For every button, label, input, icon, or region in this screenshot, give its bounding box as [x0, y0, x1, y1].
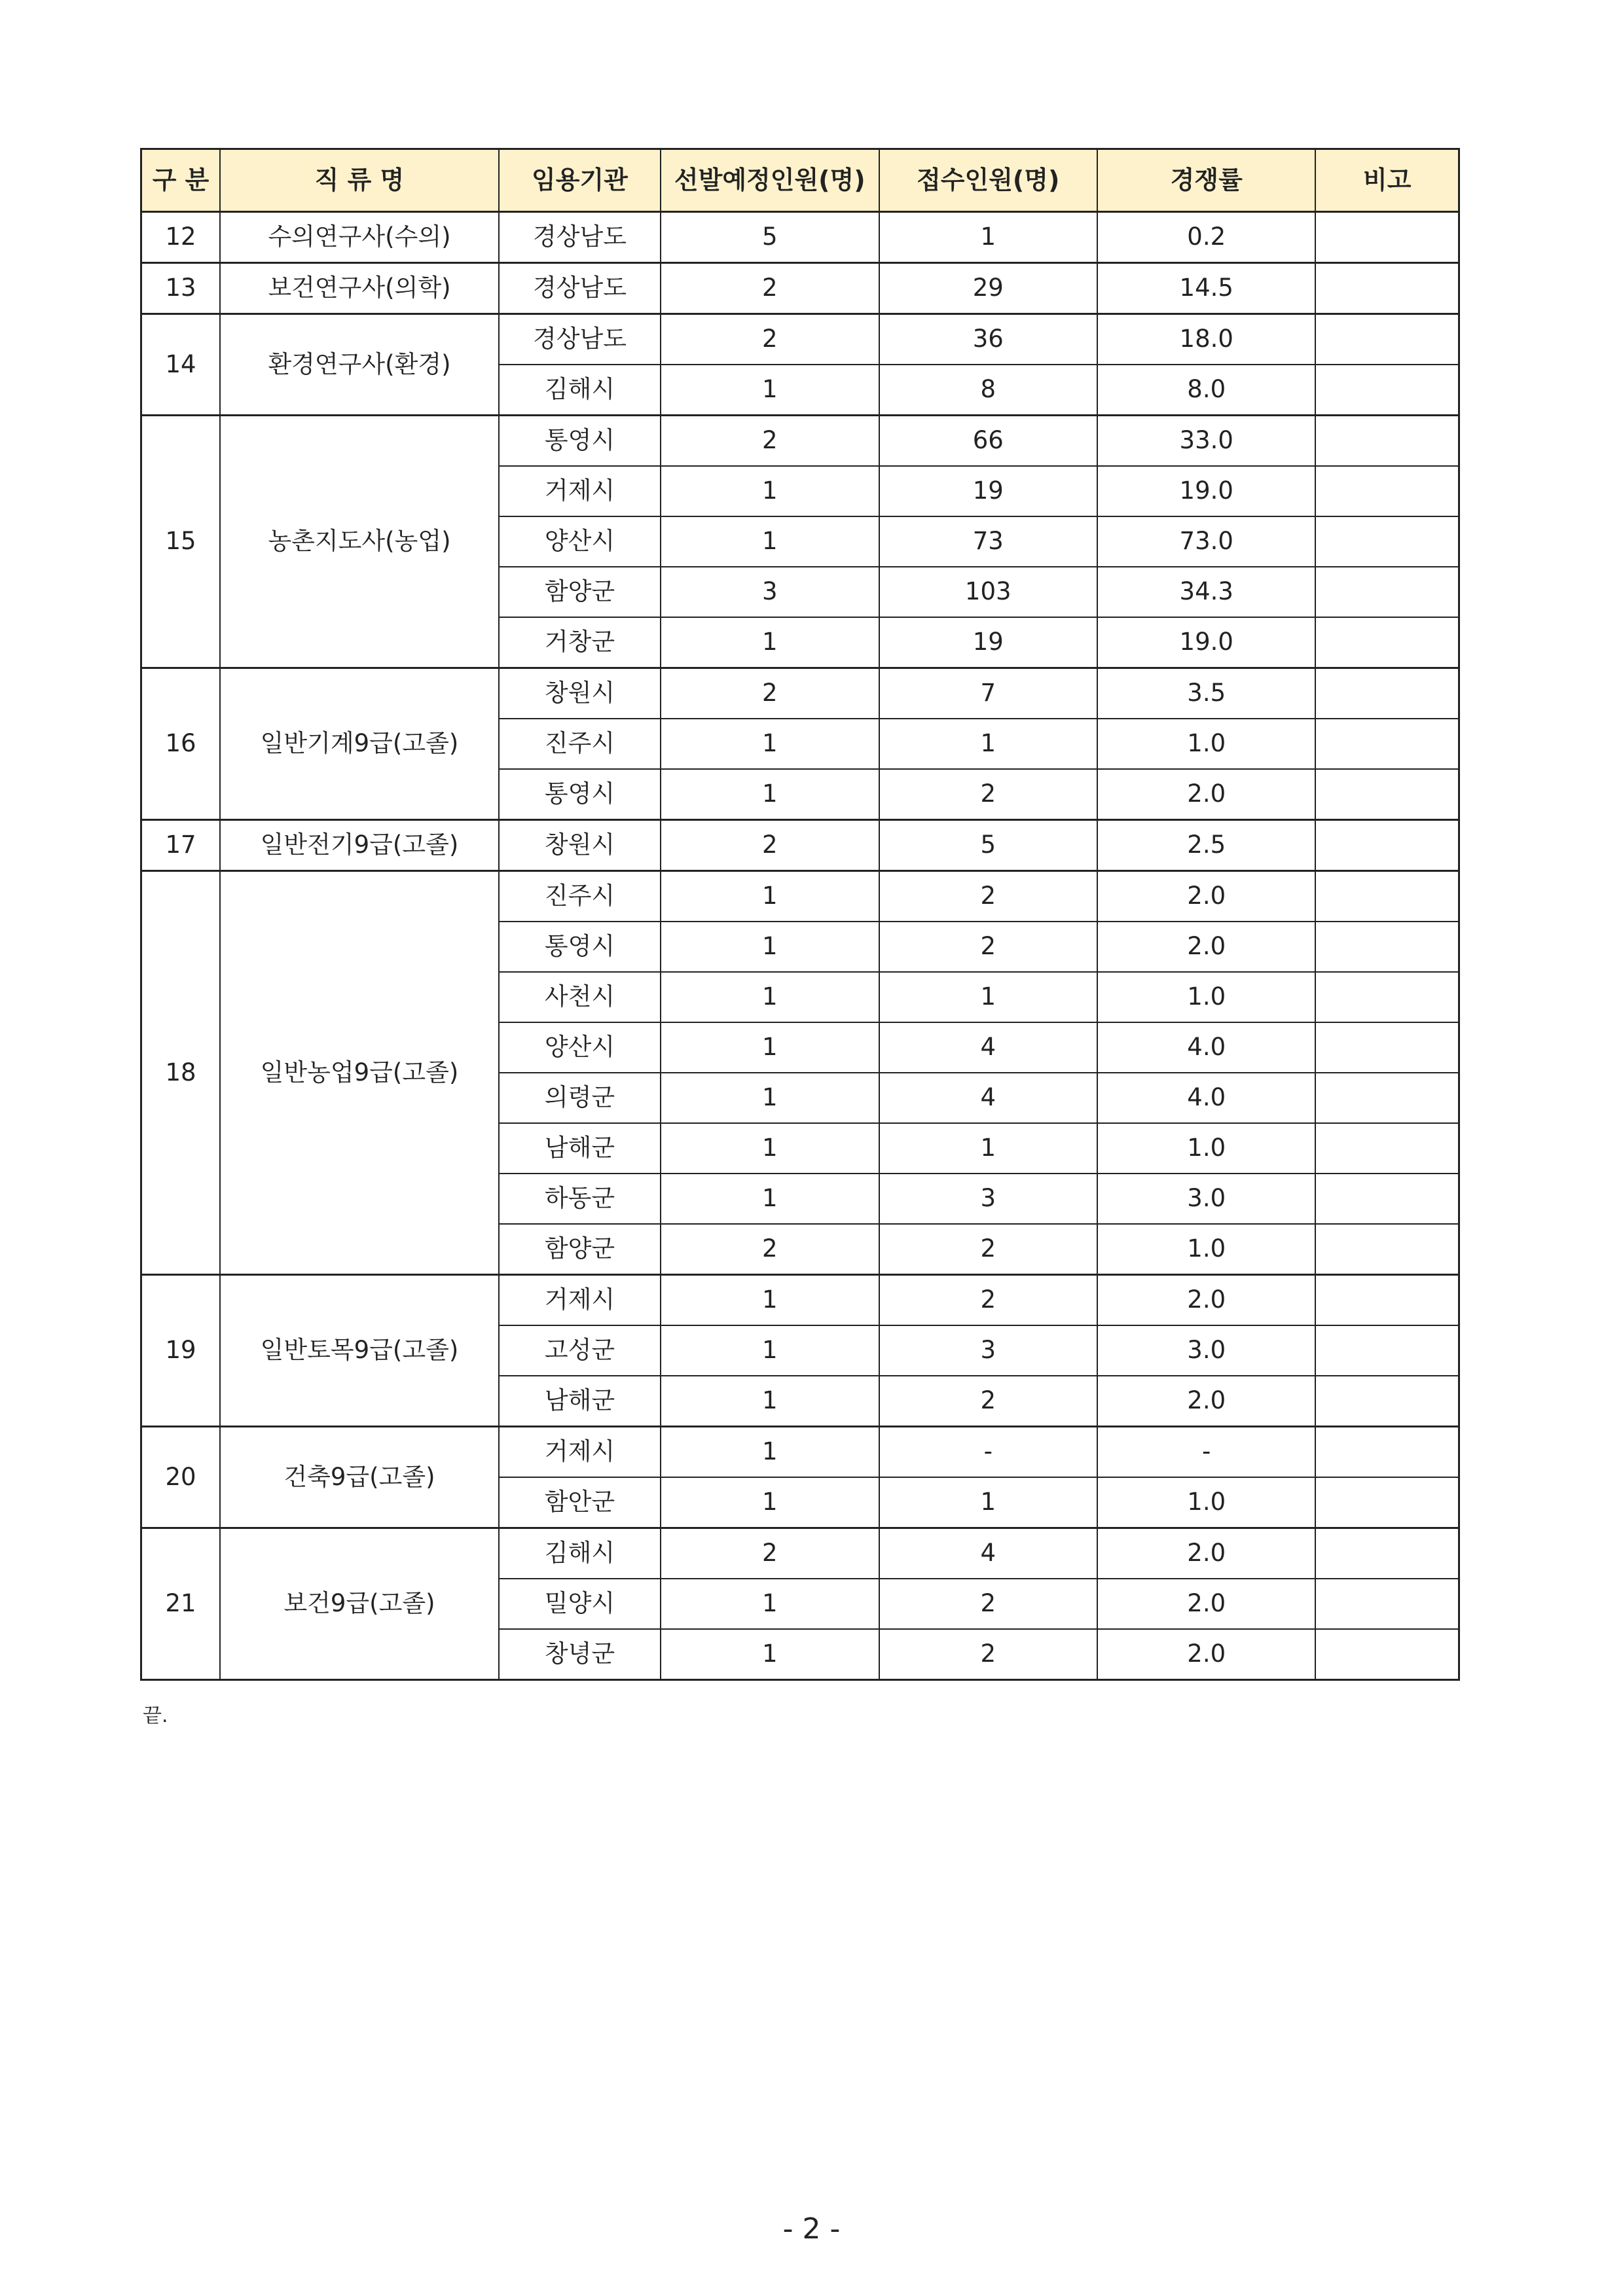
agency-cell: 양산시 [499, 1022, 661, 1073]
table-row [141, 1528, 1459, 1579]
remarks-cell [1315, 1073, 1459, 1123]
group-number-cell: 18 [141, 871, 221, 1275]
agency-cell: 남해군 [499, 1376, 661, 1427]
table-row [141, 820, 1459, 871]
agency-cell: 거제시 [499, 1427, 661, 1478]
ratio-cell: 1.0 [1097, 1477, 1315, 1528]
planned-cell: 2 [661, 416, 879, 467]
applicants-cell: 66 [879, 416, 1097, 467]
group-number-cell: 12 [141, 212, 221, 263]
applicants-cell: 4 [879, 1022, 1097, 1073]
agency-cell: 경상남도 [499, 314, 661, 365]
ratio-cell: 34.3 [1097, 567, 1315, 617]
applicants-cell: 8 [879, 365, 1097, 416]
remarks-cell [1315, 1376, 1459, 1427]
applicants-cell: 29 [879, 263, 1097, 314]
agency-cell: 양산시 [499, 516, 661, 567]
ratio-cell: 1.0 [1097, 719, 1315, 769]
agency-cell: 거제시 [499, 1275, 661, 1326]
group-number-cell: 15 [141, 416, 221, 668]
ratio-cell: 19.0 [1097, 466, 1315, 516]
header-applicants: 접수인원(명) [879, 149, 1097, 212]
ratio-cell: 1.0 [1097, 1224, 1315, 1275]
agency-cell: 함양군 [499, 1224, 661, 1275]
agency-cell: 경상남도 [499, 212, 661, 263]
applicants-cell: 3 [879, 1325, 1097, 1376]
table-row [141, 871, 1459, 922]
job-title-cell: 환경연구사(환경) [220, 314, 499, 416]
applicants-cell: 2 [879, 1376, 1097, 1427]
applicants-cell: 3 [879, 1174, 1097, 1224]
planned-cell: 1 [661, 1123, 879, 1174]
remarks-cell [1315, 212, 1459, 263]
applicants-cell: 5 [879, 820, 1097, 871]
agency-cell: 의령군 [499, 1073, 661, 1123]
job-title-cell: 일반전기9급(고졸) [220, 820, 499, 871]
applicants-cell: - [879, 1427, 1097, 1478]
table-body [141, 212, 1459, 1680]
remarks-cell [1315, 1579, 1459, 1629]
applicants-cell: 1 [879, 212, 1097, 263]
recruitment-table [140, 148, 1460, 1681]
planned-cell: 1 [661, 516, 879, 567]
remarks-cell [1315, 922, 1459, 972]
group-number-cell: 16 [141, 668, 221, 820]
header-job-title: 직 류 명 [220, 149, 499, 212]
agency-cell: 창녕군 [499, 1629, 661, 1680]
applicants-cell: 4 [879, 1073, 1097, 1123]
planned-cell: 1 [661, 922, 879, 972]
applicants-cell: 7 [879, 668, 1097, 719]
remarks-cell [1315, 1629, 1459, 1680]
header-ratio: 경쟁률 [1097, 149, 1315, 212]
ratio-cell: 8.0 [1097, 365, 1315, 416]
table-row [141, 1275, 1459, 1326]
planned-cell: 1 [661, 1376, 879, 1427]
job-title-cell: 일반농업9급(고졸) [220, 871, 499, 1275]
planned-cell: 1 [661, 1629, 879, 1680]
applicants-cell: 103 [879, 567, 1097, 617]
planned-cell: 1 [661, 365, 879, 416]
planned-cell: 1 [661, 1174, 879, 1224]
agency-cell: 통영시 [499, 769, 661, 820]
ratio-cell: 2.0 [1097, 769, 1315, 820]
ratio-cell: 2.0 [1097, 1376, 1315, 1427]
applicants-cell: 19 [879, 617, 1097, 668]
remarks-cell [1315, 972, 1459, 1022]
table-row [141, 314, 1459, 365]
planned-cell: 1 [661, 871, 879, 922]
planned-cell: 1 [661, 769, 879, 820]
agency-cell: 창원시 [499, 820, 661, 871]
ratio-cell: 19.0 [1097, 617, 1315, 668]
ratio-cell: - [1097, 1427, 1315, 1478]
ratio-cell: 73.0 [1097, 516, 1315, 567]
ratio-cell: 0.2 [1097, 212, 1315, 263]
applicants-cell: 4 [879, 1528, 1097, 1579]
applicants-cell: 2 [879, 769, 1097, 820]
remarks-cell [1315, 516, 1459, 567]
ratio-cell: 2.0 [1097, 1579, 1315, 1629]
agency-cell: 통영시 [499, 922, 661, 972]
table-row [141, 416, 1459, 467]
agency-cell: 통영시 [499, 416, 661, 467]
planned-cell: 2 [661, 820, 879, 871]
planned-cell: 1 [661, 1427, 879, 1478]
ratio-cell: 18.0 [1097, 314, 1315, 365]
applicants-cell: 2 [879, 1224, 1097, 1275]
applicants-cell: 2 [879, 922, 1097, 972]
remarks-cell [1315, 567, 1459, 617]
planned-cell: 1 [661, 1579, 879, 1629]
agency-cell: 창원시 [499, 668, 661, 719]
applicants-cell: 1 [879, 1123, 1097, 1174]
remarks-cell [1315, 263, 1459, 314]
table-row [141, 668, 1459, 719]
planned-cell: 1 [661, 1275, 879, 1326]
ratio-cell: 3.5 [1097, 668, 1315, 719]
applicants-cell: 2 [879, 871, 1097, 922]
ratio-cell: 2.0 [1097, 1528, 1315, 1579]
remarks-cell [1315, 820, 1459, 871]
ratio-cell: 14.5 [1097, 263, 1315, 314]
job-title-cell: 일반토목9급(고졸) [220, 1275, 499, 1427]
planned-cell: 2 [661, 668, 879, 719]
agency-cell: 거제시 [499, 466, 661, 516]
job-title-cell: 보건연구사(의학) [220, 263, 499, 314]
remarks-cell [1315, 668, 1459, 719]
agency-cell: 거창군 [499, 617, 661, 668]
applicants-cell: 1 [879, 719, 1097, 769]
agency-cell: 함양군 [499, 567, 661, 617]
ratio-cell: 1.0 [1097, 1123, 1315, 1174]
remarks-cell [1315, 1123, 1459, 1174]
applicants-cell: 19 [879, 466, 1097, 516]
header-row [141, 149, 1459, 212]
group-number-cell: 14 [141, 314, 221, 416]
table-row [141, 263, 1459, 314]
applicants-cell: 2 [879, 1629, 1097, 1680]
planned-cell: 1 [661, 1073, 879, 1123]
planned-cell: 5 [661, 212, 879, 263]
remarks-cell [1315, 365, 1459, 416]
remarks-cell [1315, 1477, 1459, 1528]
remarks-cell [1315, 769, 1459, 820]
planned-cell: 2 [661, 314, 879, 365]
end-note: 끝. [143, 1704, 168, 1727]
group-number-cell: 13 [141, 263, 221, 314]
planned-cell: 2 [661, 1224, 879, 1275]
group-number-cell: 20 [141, 1427, 221, 1528]
remarks-cell [1315, 871, 1459, 922]
remarks-cell [1315, 719, 1459, 769]
remarks-cell [1315, 1325, 1459, 1376]
ratio-cell: 2.5 [1097, 820, 1315, 871]
job-title-cell: 건축9급(고졸) [220, 1427, 499, 1528]
remarks-cell [1315, 1275, 1459, 1326]
agency-cell: 하동군 [499, 1174, 661, 1224]
planned-cell: 1 [661, 617, 879, 668]
agency-cell: 진주시 [499, 871, 661, 922]
planned-cell: 1 [661, 466, 879, 516]
agency-cell: 사천시 [499, 972, 661, 1022]
ratio-cell: 2.0 [1097, 1275, 1315, 1326]
job-title-cell: 보건9급(고졸) [220, 1528, 499, 1680]
agency-cell: 진주시 [499, 719, 661, 769]
planned-cell: 3 [661, 567, 879, 617]
remarks-cell [1315, 1224, 1459, 1275]
planned-cell: 2 [661, 263, 879, 314]
planned-cell: 1 [661, 719, 879, 769]
applicants-cell: 73 [879, 516, 1097, 567]
agency-cell: 밀양시 [499, 1579, 661, 1629]
ratio-cell: 3.0 [1097, 1174, 1315, 1224]
applicants-cell: 1 [879, 972, 1097, 1022]
applicants-cell: 2 [879, 1275, 1097, 1326]
header-planned: 선발예정인원(명) [661, 149, 879, 212]
header-remarks: 비고 [1315, 149, 1459, 212]
ratio-cell: 2.0 [1097, 1629, 1315, 1680]
remarks-cell [1315, 314, 1459, 365]
planned-cell: 2 [661, 1528, 879, 1579]
ratio-cell: 1.0 [1097, 972, 1315, 1022]
job-title-cell: 수의연구사(수의) [220, 212, 499, 263]
applicants-cell: 2 [879, 1579, 1097, 1629]
remarks-cell [1315, 617, 1459, 668]
ratio-cell: 4.0 [1097, 1022, 1315, 1073]
remarks-cell [1315, 416, 1459, 467]
agency-cell: 남해군 [499, 1123, 661, 1174]
header-agency: 임용기관 [499, 149, 661, 212]
planned-cell: 1 [661, 1477, 879, 1528]
agency-cell: 경상남도 [499, 263, 661, 314]
remarks-cell [1315, 1427, 1459, 1478]
remarks-cell [1315, 1174, 1459, 1224]
remarks-cell [1315, 1528, 1459, 1579]
group-number-cell: 19 [141, 1275, 221, 1427]
planned-cell: 1 [661, 972, 879, 1022]
planned-cell: 1 [661, 1325, 879, 1376]
table-row [141, 212, 1459, 263]
ratio-cell: 2.0 [1097, 871, 1315, 922]
ratio-cell: 33.0 [1097, 416, 1315, 467]
page-number: - 2 - [782, 2212, 841, 2246]
ratio-cell: 2.0 [1097, 922, 1315, 972]
table-row [141, 1427, 1459, 1478]
agency-cell: 함안군 [499, 1477, 661, 1528]
group-number-cell: 21 [141, 1528, 221, 1680]
applicants-cell: 1 [879, 1477, 1097, 1528]
ratio-cell: 3.0 [1097, 1325, 1315, 1376]
remarks-cell [1315, 1022, 1459, 1073]
planned-cell: 1 [661, 1022, 879, 1073]
agency-cell: 김해시 [499, 365, 661, 416]
remarks-cell [1315, 466, 1459, 516]
agency-cell: 고성군 [499, 1325, 661, 1376]
agency-cell: 김해시 [499, 1528, 661, 1579]
group-number-cell: 17 [141, 820, 221, 871]
header-no: 구 분 [141, 149, 221, 212]
ratio-cell: 4.0 [1097, 1073, 1315, 1123]
job-title-cell: 농촌지도사(농업) [220, 416, 499, 668]
job-title-cell: 일반기계9급(고졸) [220, 668, 499, 820]
applicants-cell: 36 [879, 314, 1097, 365]
